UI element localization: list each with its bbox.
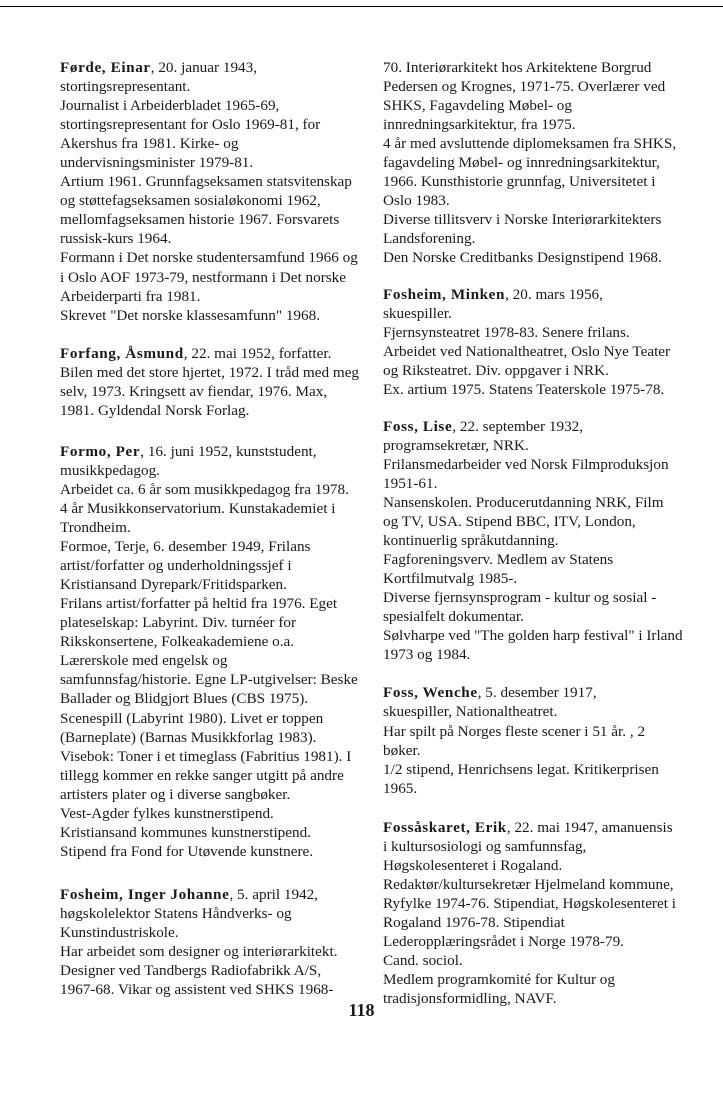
entry-line: Har arbeidet som designer og interiørarkitekt. — [60, 943, 338, 961]
entry-line: Ryfylke 1974-76. Stipendiat, Høgskolesenteret i — [383, 894, 676, 912]
entry-line: Arbeidet ved Nationaltheatret, Oslo Nye Teater — [383, 342, 671, 360]
entry-line: Ex. artium 1975. Statens Teaterskole 1975-78. — [383, 380, 665, 398]
entry-line: 1965. — [383, 779, 418, 797]
entry-name: Foss, Wenche — [383, 684, 478, 702]
entry-heading — [60, 344, 365, 363]
entry-line: Designer ved Tandbergs Radiofabrikk A/S, — [60, 962, 322, 980]
entry — [60, 58, 365, 325]
right-column — [383, 58, 683, 1008]
entry-line: Den Norske Creditbanks Designstipend 1968. — [383, 249, 662, 267]
entry-heading-rest: , 22. mai 1947, amanuensis — [506, 818, 673, 836]
entry-line: fagavdeling Møbel- og innredningsarkitektur, — [383, 154, 660, 172]
entry-line: Journalist i Arbeiderbladet 1965-69, — [60, 97, 280, 115]
entry-line: Fagforeningsverv. Medlem av Statens — [383, 551, 614, 569]
entry-line: stortingsrepresentant. — [60, 78, 191, 96]
entry-line: Medlem programkomité for Kultur og — [383, 971, 615, 989]
entry-line: Diverse tillitsverv i Norske Interiørarkitekters — [383, 211, 662, 229]
left-column — [60, 58, 365, 999]
entry-line: skuespiller. — [383, 304, 452, 322]
entry-heading — [383, 818, 683, 837]
entry-heading-rest: , 22. mai 1952, forfatter. — [183, 344, 332, 362]
entry-heading — [60, 58, 365, 77]
entry-name: Fosheim, Inger Johanne — [60, 885, 230, 903]
entry-line: Sølvharpe ved "The golden harp festival" i Irland — [383, 627, 683, 645]
entry-line: innredningsarkitektur, fra 1975. — [383, 116, 576, 134]
entry-line: mellomfagseksamen historie 1967. Forsvarets — [60, 211, 340, 229]
entry-line: 1981. Gyldendal Norsk Forlag. — [60, 401, 250, 419]
entry-line: Formoe, Terje, 6. desember 1949, Frilans — [60, 538, 311, 556]
entry-line: artisters plater og i diverse sangbøker. — [60, 785, 291, 803]
entry-name: Førde, Einar — [60, 59, 151, 76]
entry-heading-rest: , 20. januar 1943, — [150, 59, 258, 76]
entry-line: Bilen med det store hjertet, 1972. I tråd med meg — [60, 363, 360, 381]
entry-line: Frilansmedarbeider ved Norsk Filmproduksjon — [383, 455, 669, 473]
entry-line: undervisningsminister 1979-81. — [60, 154, 254, 172]
entry-line: Arbeidet ca. 6 år som musikkpedagog fra 1978. — [60, 480, 349, 498]
entry-line: Cand. sociol. — [383, 952, 463, 970]
entry — [60, 344, 365, 420]
entry-line: spesialfelt dokumentar. — [383, 608, 524, 626]
entry-line: Diverse fjernsynsprogram - kultur og sosial - — [383, 589, 657, 607]
entry-line: Stipend fra Fond for Utøvende kunstnere. — [60, 842, 314, 860]
entry-line: i Oslo AOF 1973-79, nestformann i Det norske — [60, 268, 347, 286]
entry-line: Redaktør/kultursekretær Hjelmeland kommune, — [383, 875, 674, 893]
entry-line: Høgskolesenteret i Rogaland. — [383, 856, 563, 874]
entry-line: musikkpedagog. — [60, 461, 160, 479]
entry-line: Har spilt på Norges fleste scener i 51 år. , 2 — [383, 722, 646, 740]
entry-line: plateselskap: Labyrint. Div. turnéer for — [60, 614, 297, 632]
entry-heading-rest: , 16. juni 1952, kunststudent, — [140, 442, 317, 460]
entry-line: skuespiller, Nationaltheatret. — [383, 703, 558, 721]
entry-line: SHKS, Fagavdeling Møbel- og — [383, 97, 572, 115]
entry-line: Trondheim. — [60, 519, 131, 537]
entry — [383, 58, 683, 268]
entry-line: 1966. Kunsthistorie grunnfag, Universitetet i — [383, 173, 656, 191]
entry-line: 1951-61. — [383, 474, 438, 492]
entry-line: Vest-Agder fylkes kunstnerstipend. — [60, 804, 274, 822]
entry-heading — [60, 885, 365, 904]
entry-line: Rikskonsertene, Folkeakademiene o.a. — [60, 633, 295, 651]
entry-line: høgskolelektor Statens Håndverks- og — [60, 904, 292, 922]
entry-line: Oslo 1983. — [383, 192, 450, 210]
entry-name: Fossåskaret, Erik — [383, 818, 507, 836]
entry — [60, 885, 365, 999]
entry-line: og støttefagseksamen sosialøkonomi 1962, — [60, 192, 321, 210]
entry-line: Kortfilmutvalg 1985-. — [383, 570, 518, 588]
entry-line: Skrevet "Det norske klassesamfunn" 1968. — [60, 306, 320, 324]
entry-line: Formann i Det norske studentersamfund 1966 og — [60, 249, 358, 267]
entry-line: tradisjonsformidling, NAVF. — [383, 990, 557, 1008]
entry-line: Artium 1961. Grunnfagseksamen statsvitenskap — [60, 173, 352, 191]
entry-line: Akershus fra 1981. Kirke- og — [60, 135, 239, 153]
entry — [383, 417, 683, 665]
entry — [383, 683, 683, 797]
entry-line: Nansenskolen. Producerutdanning NRK, Film — [383, 493, 664, 511]
entry-line: Fjernsynsteatret 1978-83. Senere frilans. — [383, 323, 630, 341]
entry-line: Frilans artist/forfatter på heltid fra 1976. Eget — [60, 595, 338, 613]
entry-line: Rogaland 1976-78. Stipendiat — [383, 913, 565, 931]
entry — [383, 285, 683, 399]
entry-line: stortingsrepresentant for Oslo 1969-81, for — [60, 116, 321, 134]
entry-line: 1967-68. Vikar og assistent ved SHKS 1968- — [60, 981, 334, 999]
entry-line: Lederopplæringsrådet i Norge 1978-79. — [383, 932, 624, 950]
entry-heading — [383, 683, 683, 702]
entry-line: Kunstindustriskole. — [60, 923, 179, 941]
entry-heading-rest: , 5. april 1942, — [229, 885, 319, 903]
entry-line: 1/2 stipend, Henrichsens legat. Kritikerprisen — [383, 760, 659, 778]
entry-heading-rest: , 5. desember 1917, — [477, 684, 597, 702]
entry-heading — [383, 417, 683, 436]
entry-heading — [383, 285, 683, 304]
entry-line: 4 år med avsluttende diplomeksamen fra SHKS, — [383, 135, 677, 153]
entry-line: kontinuerlig språkutdanning. — [383, 532, 559, 550]
entry-line: 70. Interiørarkitekt hos Arkitektene Borgrud — [383, 59, 652, 76]
entry-name: Forfang, Åsmund — [60, 344, 184, 362]
entry-line: programsekretær, NRK. — [383, 436, 529, 454]
entry-line: Visebok: Toner i et timeglass (Fabritius 1981). I — [60, 747, 352, 765]
entry-heading — [60, 442, 365, 461]
entry-line: (Barneplate) (Barnas Musikkforlag 1983). — [60, 728, 317, 746]
entry-name: Formo, Per — [60, 442, 141, 460]
entry-heading-rest: , 22. september 1932, — [452, 417, 584, 435]
top-rule — [0, 6, 723, 7]
entry-name: Foss, Lise — [383, 417, 453, 435]
entry-line: Kristiansand Dyrepark/Fritidsparken. — [60, 576, 287, 594]
entry-line: Landsforening. — [383, 230, 476, 248]
entry — [60, 442, 365, 861]
page-number: 118 — [348, 1000, 375, 1020]
entry-line: Arbeiderparti fra 1981. — [60, 287, 201, 305]
entry-heading-rest: , 20. mars 1956, — [505, 285, 603, 303]
entry-line: 4 år Musikkonservatorium. Kunstakademiet i — [60, 499, 336, 517]
entry-line: 1973 og 1984. — [383, 646, 471, 664]
entry-line: bøker. — [383, 741, 421, 759]
entry — [383, 818, 683, 1008]
entry-line: Kristiansand kommunes kunstnerstipend. — [60, 823, 311, 841]
entry-line: og TV, USA. Stipend BBC, ITV, London, — [383, 513, 636, 531]
entry-line: tillegg kommer en rekke sanger utgitt på andre — [60, 766, 344, 784]
entry-line: artist/forfatter og underholdningssjef i — [60, 557, 292, 575]
entry-line: Ballader og Blidgjort Blues (CBS 1975). — [60, 690, 309, 708]
entry-line: samfunnsfag/historie. Egne LP-utgivelser: Beske — [60, 671, 358, 689]
entry-name: Fosheim, Minken — [383, 285, 506, 303]
entry-line: selv, 1973. Kringsett av fiendar, 1976. Max, — [60, 382, 328, 400]
entry-line: Pedersen og Krognes, 1971-75. Overlærer ved — [383, 78, 666, 96]
entry-line: Scenespill (Labyrint 1980). Livet er toppen — [60, 709, 324, 727]
entry-line: i kultursosiologi og samfunnsfag, — [383, 837, 587, 855]
entry-line: og Riksteatret. Div. oppgaver i NRK. — [383, 361, 609, 379]
entry-line: Lærerskole med engelsk og — [60, 652, 228, 670]
entry-line: russisk-kurs 1964. — [60, 230, 172, 248]
